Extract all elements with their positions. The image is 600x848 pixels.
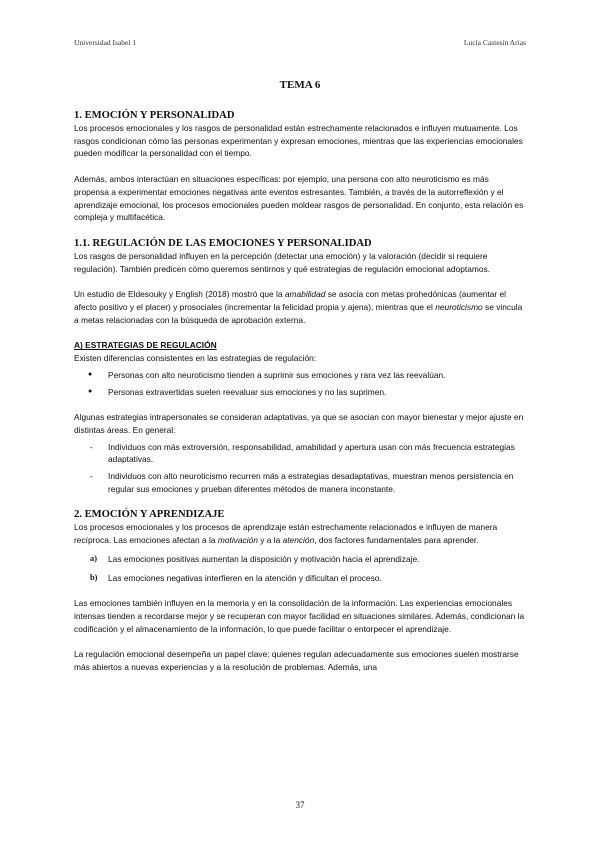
page-title: TEMA 6 [279,79,321,91]
list-item: ● Personas con alto neuroticismo tienden a suprimir sus emociones y rara vez las reevalúan. [88,369,446,380]
section-2-heading: 2. EMOCIÓN Y APRENDIZAJE [74,509,225,521]
section-2-paragraph-1: Los procesos emocionales y los procesos de aprendizaje están estrechamente relacionados e influyen de manera recíproca. Las emociones afectan a la motivación y a la atención, dos factores fundamentales para aprender. [74,522,498,546]
list-item: a) Las emociones positivas aumentan la disposición y motivación hacia el aprendizaje. [90,553,420,564]
emphasis-atencion: atención [282,535,315,546]
section-1-1-paragraph-1: Los rasgos de personalidad influyen en la percepción (detectar una emoción) y la valoración (decidir si requiere regulación). También predicen cómo queremos sentirnos y qué estrategias de regulación emocional adoptamos. [74,250,491,274]
emphasis-neuroticismo: neuroticismo [435,302,483,313]
strategies-bullet-list [74,369,526,398]
header-left: Universidad Isabel 1 [74,38,137,47]
subsection-a-heading: A) ESTRATEGIAS DE REGULACIÓN [74,340,217,351]
list-item: - Individuos con alto neuroticismo recurren más a estrategias desadaptativas, muestran menos persistencia en regular sus emociones y prueban diferentes métodos de manera inconstante. [90,471,514,494]
adaptive-dash-list [74,441,526,496]
list-item: - Individuos con más extroversión, responsabilidad, amabilidad y apertura usan con más frecuencia estrategias adaptativas. [90,441,515,465]
page-number: 37 [295,800,305,810]
section-1-paragraph-1: Los procesos emocionales y los rasgos de personalidad están estrechamente relacionados e influyen mutuamente. Los rasgos condicionan cómo las personas experimentan y expresan emociones, mientras que las experiencias emocionales pueden modificar la personalidad con el tiempo. [74,123,523,159]
emphasis-amabilidad: amabilidad [284,289,326,300]
list-item: b) Las emociones negativas interfieren en la atención y dificultan el proceso. [90,572,382,583]
header-right: Lucía Castesín Arias [463,38,526,47]
emphasis-motivacion: motivación [217,535,258,546]
section-1-1-paragraph-2: Un estudio de Eldesouky y English (2018) mostró que la amabilidad se asocia con metas prohedónicas (aumentar el afecto positivo y el placer) y prosociales (incrementar la felicidad propia y ajena), mientras que el neuroticismo se vincula a metas relacionadas con la búsqueda de aprobación externa. [74,289,523,325]
bullet-icon: ● [88,387,93,395]
section-1-paragraph-2: Además, ambos interactúan en situaciones específicas: por ejemplo, una persona con alto neuroticismo es más propensa a experimentar emociones negativas ante eventos estresantes. También, a través de la autorreflexión y el aprendizaje emocional, los procesos emocionales pueden moldear rasgos de personalidad. En conjunto, esta relación es compleja y multifacética. [74,174,524,223]
section-1-heading: 1. EMOCIÓN Y PERSONALIDAD [74,110,235,121]
bullet-icon: ● [88,370,93,378]
subsection-a-intro: Existen diferencias consistentes en las estrategias de regulación: [74,353,317,364]
section-2-paragraph-2: Las emociones también influyen en la memoria y en la consolidación de la información. Las experiencias emocionales intensas tienden a recordarse mejor y se recuperan con mayor facilidad en situaciones similares. Además, condicionan la codificación y el almacenamiento de la información, lo que puede facilitar o entorpecer el aprendizaje. [74,598,525,634]
document-body [74,109,526,674]
emotions-lettered-list [74,553,526,584]
list-item: ● Personas extravertidas suelen reevaluar sus emociones y no las suprimen. [88,386,387,397]
dash-icon: - [90,471,93,482]
section-2-paragraph-3: La regulación emocional desempeña un papel clave: quienes regulan adecuadamente sus emociones suelen mostrarse más abiertos a nuevas experiencias y a la resolución de problemas. Además, una [74,649,519,673]
section-1-1-heading: 1.1. REGULACIÓN DE LAS EMOCIONES Y PERSONALIDAD [74,237,372,249]
section-1-1-paragraph-3: Algunas estrategias intrapersonales se consideran adaptativas, ya que se asocian con mayor bienestar y mejor ajuste en distintas áreas. En general: [74,412,524,435]
dash-icon: - [90,441,93,452]
